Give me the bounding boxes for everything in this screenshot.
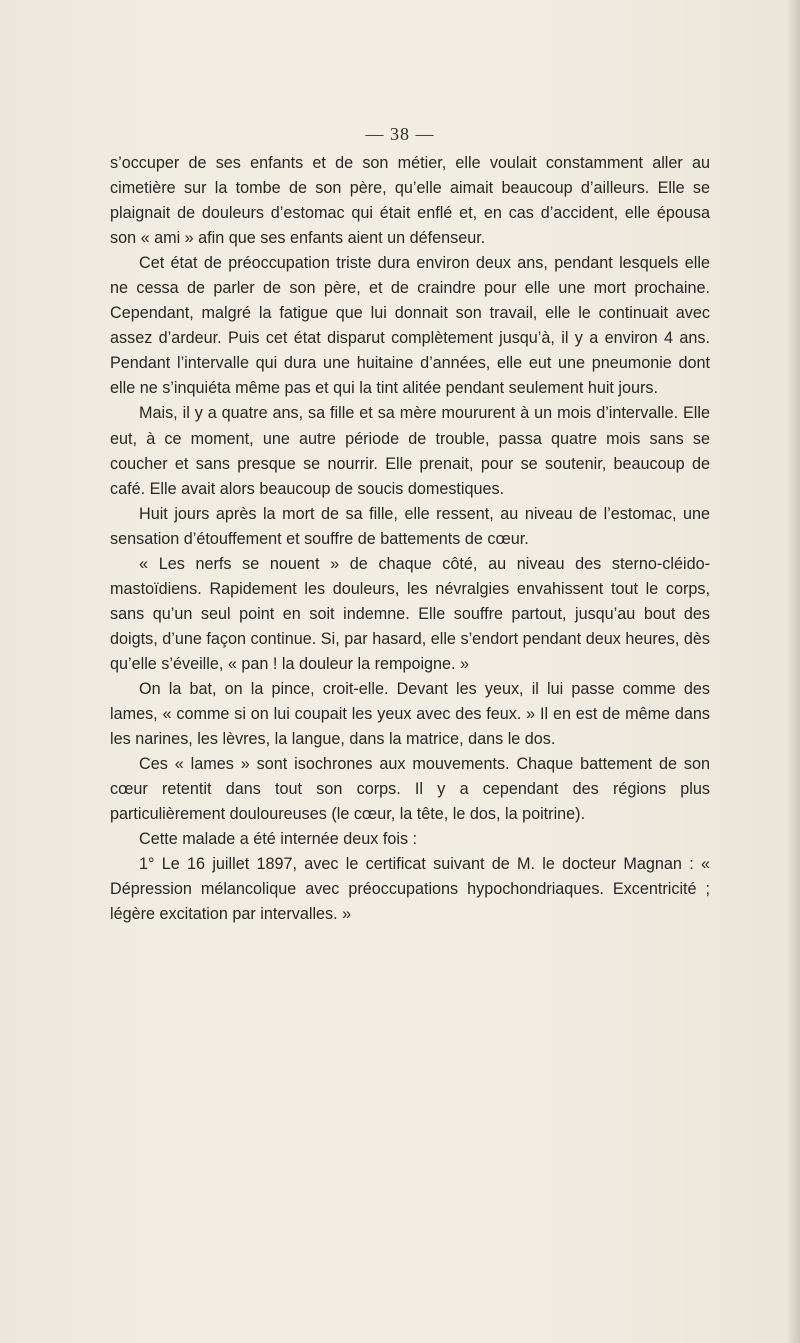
paragraph-6: On la bat, on la pince, croit-elle. Devant les yeux, il lui passe comme des lames, « comme si on lui coupait les yeux avec des feux. » Il en est de même dans les narines, les lèvres, la langue, dans la matrice, dans le dos. bbox=[110, 679, 710, 749]
paragraph-8: Cette malade a été internée deux fois : bbox=[139, 830, 418, 849]
paragraph-4: Huit jours après la mort de sa fille, elle ressent, au niveau de l’estomac, une sensation d’étouffement et souffre de battements de cœur. bbox=[110, 504, 710, 548]
page-edge-shadow bbox=[786, 0, 800, 1343]
paragraph-5: « Les nerfs se nouent » de chaque côté, au niveau des sterno-cléido-mastoïdiens. Rapidement les douleurs, les névralgies envahissent tout le corps, sans qu’un seul point en soit indemne. Elle souffre partout, jusqu’au bout des doigts, d’une façon continue. Si, par hasard, elle s’endort pendant deux heures, dès qu’elle s’éveille, « pan ! la douleur la rempoigne. » bbox=[110, 554, 710, 673]
paragraph-1: s’occuper de ses enfants et de son métier, elle voulait constamment aller au cimetière sur la tombe de son père, qu’elle aimait beaucoup d’ailleurs. Elle se plaignait de douleurs d’estomac qui était enflé et, en cas d’accident, elle épousa son « ami » afin que ses enfants aient un défenseur. bbox=[110, 154, 710, 248]
body-text bbox=[110, 151, 710, 927]
page-number: — 38 — bbox=[365, 124, 435, 144]
paragraph-3: Mais, il y a quatre ans, sa fille et sa mère moururent à un mois d’intervalle. Elle eut, à ce moment, une autre période de trouble, passa quatre mois sans se coucher et sans presque se nourrir. Elle prenait, pour se soutenir, beaucoup de café. Elle avait alors beaucoup de soucis domestiques. bbox=[110, 404, 710, 498]
paragraph-9: 1° Le 16 juillet 1897, avec le certificat suivant de M. le docteur Magnan : « Dépression mélancolique avec préoccupations hypochondriaques. Excentricité ; légère excitation par intervalles. » bbox=[110, 855, 710, 924]
paragraph-2: Cet état de préoccupation triste dura environ deux ans, pendant lesquels elle ne cessa de parler de son père, et de craindre pour elle une mort prochaine. Cependant, malgré la fatigue que lui donnait son travail, elle le continuait avec assez d’ardeur. Puis cet état disparut complètement jusqu’à, il y a environ 4 ans. Pendant l’intervalle qui dura une huitaine d’années, elle eut une pneumonie dont elle ne s’inquiéta même pas et qui la tint alitée pendant seulement huit jours. bbox=[110, 254, 710, 398]
paragraph-7: Ces « lames » sont isochrones aux mouvements. Chaque battement de son cœur retentit dans tout son corps. Il y a cependant des régions plus particulièrement douloureuses (le cœur, la tête, le dos, la poitrine). bbox=[110, 755, 710, 824]
